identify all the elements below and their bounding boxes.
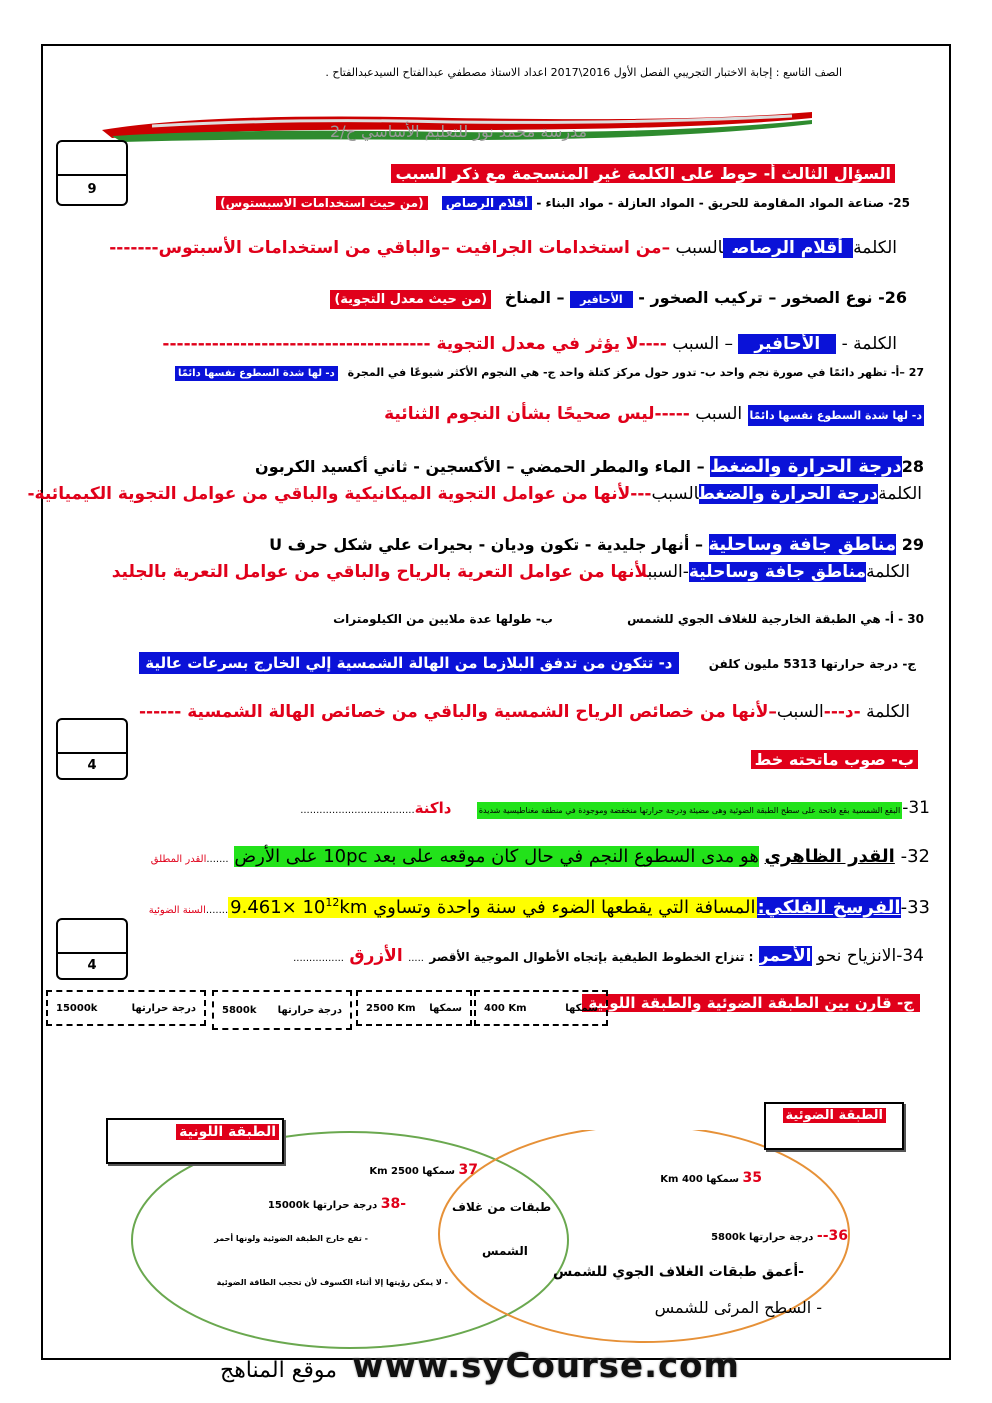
q29-selected: مناطق جافة وساحلية [708,534,897,555]
q32-dots: ....... [206,854,229,865]
venn-left-item-2 [268,1196,406,1212]
word-label: الكلمة [853,238,897,258]
item-text: سمكها 2500 Km [369,1166,456,1177]
reason-label: السبب [651,484,699,504]
word-label: الكلمة [866,702,910,722]
q25-selected: أقلام الرصاص [442,196,532,210]
compare-box-2 [356,990,472,1026]
q26-option-end: – المناخ [504,288,565,307]
footer-site-name: موقع المناهج [220,1358,338,1383]
q34-answer: الأزرق [349,946,403,966]
q28-number: 28 [901,457,924,476]
q27-number: 27 [908,366,924,379]
q33-value [230,897,367,918]
header-text: الصف التاسع : إجابة الاختبار التجريبي الفصل الأول 2016\2017 اعداد الاستاذ مصطفي عبدالفتاح السيدعبدالفتاح . [325,66,842,79]
q33-answer: السنة الضوئية [148,905,206,916]
reason-label: السبب [776,702,824,722]
q32-number: 32- [900,846,930,867]
q31-number: 31- [902,798,930,818]
q25-number: 25 [893,196,910,210]
q28-reason: ---لأنها من عوامل التجوية الميكانيكية والباقي من عوامل التجوية الكيميائية- [27,484,652,504]
q30-option-b: ب- طولها عدة ملايين من الكيلومترات [333,612,553,626]
q30-answer [139,702,910,722]
q25-answer [109,238,897,258]
q27-selected: د- لها شدة السطوع نفسها دائمًا [175,366,338,381]
compare-value: 5800k [222,1004,257,1016]
item-text: - السطح المرئى للشمس [654,1298,822,1317]
compare-value: 400 Km [484,1002,527,1014]
venn-right-item-1 [660,1170,762,1186]
item-text: درجة حرارتها 5800k [711,1232,814,1243]
q34-dots: ..... [408,953,424,964]
venn-right-item-2 [711,1228,848,1244]
reason-label: السبب [695,404,743,424]
venn-left-title: الطبقة اللونية [176,1124,279,1140]
item-number: 37 [458,1162,478,1178]
q31-line [300,798,930,818]
q33-number: 33- [900,897,930,918]
q27-line [175,366,924,379]
item-text: درجة حرارتها 15000k [267,1200,378,1211]
q30-reason: –لأنها من خصائص الرياح الشمسية والباقي من خصائص الهالة الشمسية ------ [138,702,777,722]
venn-center-label-2: الشمس [482,1244,528,1258]
compare-box-4 [46,990,206,1026]
q27-options: –أ- تظهر دائمًا في صورة نجم واحد ب- تدور حول مركز كتلة واحد ج- هي النجوم الأكثر شيوعًا في المجرة [347,366,905,379]
q33-statement-block [228,897,757,918]
compare-box-1 [474,990,608,1026]
q26-options: - نوع الصخور – تركيب الصخور - [632,288,885,307]
q29-answer [112,562,910,582]
venn-right-item-4 [655,1298,822,1317]
q31-dots: .................................... [300,805,415,816]
q32-line [151,846,930,867]
score-value: 4 [87,958,97,973]
compare-label: درجة حرارتها [277,1004,342,1016]
score-value: 9 [87,182,97,197]
footer [220,1346,740,1386]
compare-label: درجة حرارتها [131,1002,196,1014]
q34-dots-2: ................ [293,953,344,964]
q25-reason: –من استخدامات الجرافيت –والباقي من استخدامات الأسبتوس------- [109,238,671,258]
q30-line [333,612,924,626]
item-text: سمكها 400 Km [660,1174,740,1185]
q26-selected: الأحافير [570,291,633,308]
q30-number: 30 [907,612,924,626]
q29-options: – أنهار جليدية - تكون وديان - بحيرات علي شكل حرف U [269,535,703,554]
item-text: - تقع خارج الطبقة الضوئية ولونها أحمر [214,1234,368,1243]
q29-line [269,534,924,555]
q26-answer [162,334,897,354]
q26-criterion: (من حيث معدل التجوية) [330,290,491,309]
q30-word: -د--- [823,702,861,722]
venn-right-item-3 [553,1264,804,1280]
q32-term: القدر الظاهري [764,846,895,867]
word-label: الكلمة [866,562,910,582]
venn-left-item-1 [369,1162,478,1178]
q27-word: د- لها شدة السطوع نفسها دائمًا [748,405,924,426]
q26-number: 26 [884,288,907,307]
q33-term: الفرسخ الفلكي: [757,897,901,918]
q34-line [293,946,924,966]
venn-left-item-4 [217,1278,448,1287]
header-line [325,66,842,79]
q29-number: 29 [901,535,924,554]
part-b-title: ب- صوب ماتحته خط [751,750,918,769]
reason-label: – السبب [672,334,733,354]
q33-line [149,896,930,918]
q34-term: الأحمر [758,946,812,966]
part-c-title: ج- قارن بين الطبقة الضوئية والطبقة اللونية [582,994,920,1012]
q33-dots: ....... [205,905,229,916]
item-number: 35 [742,1170,762,1186]
score-box-3 [56,918,128,980]
school-name-text: مدرسة محمد نور للتعليم الأساسي ح/2 [330,122,588,141]
score-value: 4 [87,758,97,773]
q30-line-2 [139,654,916,672]
q33-value-base: 9.461× 10 [230,897,326,918]
q28-selected: درجة الحرارة والضغط [710,456,902,477]
q26-line [330,288,907,307]
q28-options: – الماء والمطر الحمضي – الأكسجين - ثاني أكسيد الكربون [255,457,705,476]
venn-left-item-3 [214,1234,368,1243]
q25-word: أقلام الرصاص [723,238,853,258]
q34-number: 34- [896,946,924,966]
q31-statement: البقع الشمسية بقع فاتحة على سطح الطبقة الضوئية وهى مضيئة ودرجة حرارتها منخفضة وموجودة في منطقة مغناطيسية شديدة [477,802,902,819]
q25-line [216,196,910,210]
word-label: الكلمة - [841,334,897,354]
item-text: - لا يمكن رؤيتها إلا أثناء الكسوف لأن تحجب الطاقة الضوئية [216,1278,448,1287]
compare-value: 2500 Km [366,1002,416,1014]
q34-prefix: الانزياح نحو [816,946,897,966]
reason-label: -السبب [647,562,689,582]
score-box-1 [56,140,128,206]
q27-reason: -----ليس صحيحًا بشأن النجوم الثنائية [384,404,690,424]
item-number: -38 [380,1196,406,1212]
q32-answer: القدر المطلق [150,854,207,865]
school-name [330,122,587,141]
q28-word: درجة الحرارة والضغط [698,484,879,504]
q32-statement: هو مدى السطوع النجم في حال كان موقعه على بعد 10pc على الأرض [234,846,759,867]
word-label: الكلمة [878,484,922,504]
footer-url[interactable]: www.syCourse.com [352,1346,740,1386]
q29-reason: لأنها من عوامل التعرية بالرياح والباقي من عوامل التعرية بالجليد [111,562,648,582]
compare-box-3 [212,990,352,1030]
q26-reason: ----لا يؤثر في معدل التجوية -------------------------------------- [162,334,667,354]
item-text: -أعمق طبقات الغلاف الجوي للشمس [553,1264,804,1280]
q31-answer: داكنة [414,799,452,817]
q33-value-exponent: 12 [325,896,340,909]
q28-answer [28,484,923,504]
compare-label: سمكها [429,1002,462,1014]
venn-center-label-1: طبقات من غلاف [452,1200,552,1214]
q34-statement: : تنزاح الخطوط الطيفية بإتجاه الأطوال الموجية الأقصر [429,950,754,964]
item-number: 36-- [816,1228,848,1244]
q33-statement: المسافة التي يقطعها الضوء في سنة واحدة وتساوي [373,897,756,918]
q33-value-unit: km [339,897,368,918]
q28-line [255,456,924,477]
q30-selected: د- تتكون من تدفق البلازما من الهالة الشمسية إلي الخارج بسرعات عالية [139,652,678,674]
compare-value: 15000k [56,1002,98,1014]
q30-option-c: ج- درجة حرارتها 5313 مليون كلفن [708,657,916,671]
question-3-title: السؤال الثالث أ- حوط على الكلمة غير المنسجمة مع ذكر السبب [391,164,895,183]
q25-criterion: (من حيث استخدامات الاسبستوس) [216,196,427,210]
q30-option-a: - أ- هي الطبقة الخارجية للغلاف الجوي للشمس [627,612,904,626]
compare-label: سمكها [565,1002,598,1014]
venn-right-title: الطبقة الضوئية [783,1108,886,1123]
q29-word: مناطق جافة وساحلية [688,562,867,582]
score-box-2 [56,718,128,780]
q26-word: الأحافير [738,334,836,354]
q27-answer [384,404,924,424]
q25-options: - صناعة المواد المقاومة للحريق - المواد العازلة - مواد البناء - [532,196,894,210]
reason-label: السبب [675,238,723,258]
